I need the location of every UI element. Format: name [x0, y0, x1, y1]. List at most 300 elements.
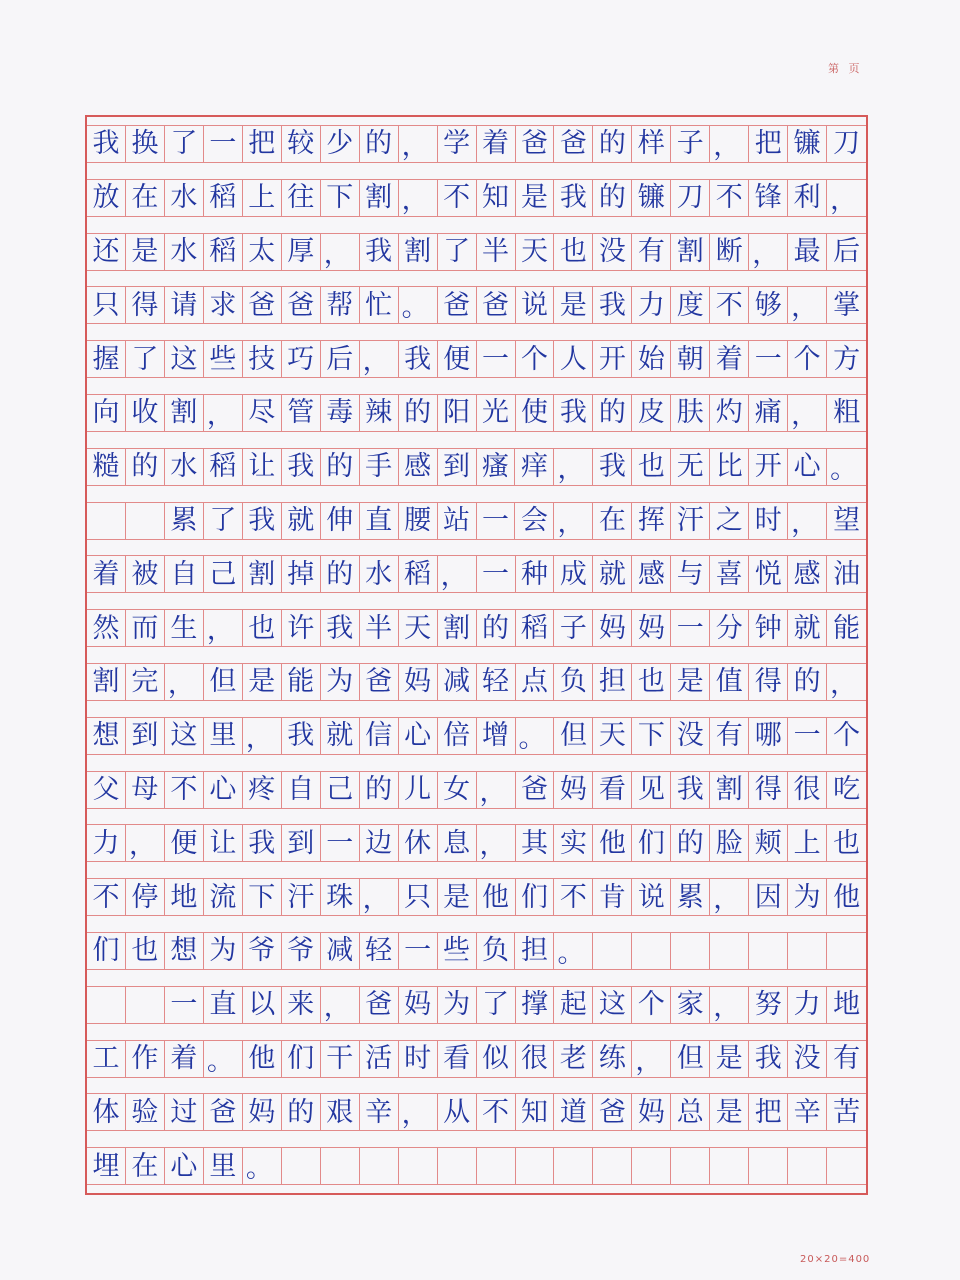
- grid-cell: [749, 933, 788, 969]
- grid-cell: 向: [87, 395, 126, 431]
- grid-cell: 爸: [554, 126, 593, 162]
- grid-cell: 感: [788, 556, 827, 592]
- grid-cell: 的: [360, 772, 399, 808]
- grid-row: [87, 663, 866, 701]
- grid-cell: 不: [710, 180, 749, 216]
- grid-cell: 总: [671, 1094, 710, 1130]
- grid-cell: 妈: [632, 1094, 671, 1130]
- grid-cell: 他: [593, 825, 632, 861]
- grid-cell: 担: [515, 933, 554, 969]
- grid-cell: 着: [710, 341, 749, 377]
- grid-row: [87, 1147, 866, 1185]
- grid-cell: 有: [833, 1043, 861, 1074]
- grid-cell: [632, 1148, 671, 1184]
- grid-cell: 是: [516, 180, 555, 216]
- grid-cell: 肯: [593, 879, 632, 915]
- grid-cell: 被: [126, 556, 165, 592]
- grid-cell: 他: [243, 1041, 282, 1077]
- grid-cell: 艰: [321, 1094, 360, 1130]
- grid-cell: 度: [671, 287, 710, 323]
- grid-cell: 心: [788, 449, 827, 485]
- grid-cell: 没: [593, 234, 632, 270]
- grid-cell: 老: [554, 1041, 593, 1077]
- grid-cell: 水: [165, 449, 204, 485]
- grid-cell: 休: [399, 825, 438, 861]
- grid-cell: 下: [321, 180, 360, 216]
- grid-cell: 。: [554, 933, 593, 969]
- grid-cell: 负: [477, 933, 516, 969]
- grid-cell: 感: [399, 449, 438, 485]
- grid-cell: 努: [749, 987, 788, 1023]
- grid-cell: 到: [126, 718, 165, 754]
- grid-cell: 成: [554, 556, 593, 592]
- grid-cell: 换: [126, 126, 165, 162]
- grid-cell: 过: [165, 1094, 204, 1130]
- grid-cell: 的: [126, 449, 165, 485]
- grid-cell: 一: [477, 556, 516, 592]
- grid-cell: 到: [282, 825, 321, 861]
- grid-cell: [126, 503, 165, 539]
- grid-cell: 厚: [282, 234, 321, 270]
- grid-cell: 不: [554, 879, 593, 915]
- grid-cell: 个: [632, 987, 671, 1023]
- grid-cell: 镰: [632, 180, 671, 216]
- grid-cell: 我: [87, 126, 126, 162]
- grid-cell: 停: [126, 879, 165, 915]
- grid-cell: ，: [438, 556, 477, 592]
- grid-cell: ，: [126, 825, 165, 861]
- grid-cell: 值: [710, 664, 749, 700]
- grid-cell: 不: [477, 1094, 516, 1130]
- grid-cell: 半: [360, 610, 399, 646]
- grid-cell: 毒: [321, 395, 360, 431]
- grid-cell: 我: [321, 610, 360, 646]
- grid-cell: 们: [632, 825, 671, 861]
- grid-cell: 上: [243, 180, 282, 216]
- grid-cell: ，: [204, 395, 243, 431]
- grid-cell: 不: [165, 772, 204, 808]
- grid-cell: 了: [438, 234, 477, 270]
- grid-cell: 妈: [243, 1094, 282, 1130]
- grid-cell: 站: [438, 503, 477, 539]
- page-number: 第 页: [828, 62, 863, 75]
- grid-row: [87, 233, 866, 271]
- grid-cell: 利: [788, 180, 827, 216]
- grid-cell: 这: [593, 987, 632, 1023]
- grid-cell: 不: [87, 879, 126, 915]
- grid-cell: 分: [710, 610, 749, 646]
- grid-cell: ，: [165, 664, 204, 700]
- grid-cell: [788, 1148, 827, 1184]
- grid-cell: 痛: [749, 395, 788, 431]
- grid-cell: 喜: [710, 556, 749, 592]
- grid-cell: 爸: [204, 1094, 243, 1130]
- grid-cell: 手: [360, 449, 399, 485]
- grid-cell: 直: [360, 503, 399, 539]
- grid-cell: 便: [165, 825, 204, 861]
- grid-cell: ，: [788, 503, 827, 539]
- grid-cell: 就: [788, 610, 827, 646]
- grid-cell: 生: [165, 610, 204, 646]
- grid-cell: 就: [593, 556, 632, 592]
- grid-cell: 在: [593, 503, 632, 539]
- grid-cell: 减: [438, 664, 477, 700]
- grid-cell: 天: [593, 718, 632, 754]
- grid-cell: ，: [710, 987, 749, 1023]
- grid-cell: 们: [516, 879, 555, 915]
- grid-cell: 使: [516, 395, 555, 431]
- grid-cell: 上: [788, 825, 827, 861]
- grid-cell: 够: [749, 287, 788, 323]
- grid-cell: 妈: [593, 610, 632, 646]
- grid-cell: 但: [204, 664, 243, 700]
- grid-cell: 爸: [477, 287, 516, 323]
- grid-cell: 阳: [438, 395, 477, 431]
- grid-cell: 水: [360, 556, 399, 592]
- grid-cell: 减: [321, 933, 360, 969]
- grid-cell: 为: [204, 933, 243, 969]
- grid-cell: 稻: [204, 180, 243, 216]
- grid-cell: 很: [516, 1041, 555, 1077]
- grid-cell: 稻: [516, 610, 555, 646]
- grid-cell: 知: [477, 180, 516, 216]
- grid-cell: 我: [749, 1041, 788, 1077]
- grid-cell: ，: [749, 234, 788, 270]
- grid-cell: 少: [321, 126, 360, 162]
- grid-cell: 力: [87, 825, 126, 861]
- grid-cell: 工: [87, 1041, 126, 1077]
- grid-cell: 家: [671, 987, 710, 1023]
- grid-cell: ，: [788, 395, 827, 431]
- grid-cell: 在: [126, 180, 165, 216]
- grid-cell: 有: [632, 234, 671, 270]
- grid-cell: 儿: [399, 772, 438, 808]
- grid-cell: 了: [477, 987, 516, 1023]
- grid-cell: 一: [165, 987, 204, 1023]
- grid-cell: [671, 1148, 710, 1184]
- grid-cell: ，: [243, 718, 282, 754]
- grid-cell: 妈: [554, 772, 593, 808]
- grid-cell: [282, 1148, 321, 1184]
- grid-row: [87, 394, 866, 432]
- grid-cell: 信: [360, 718, 399, 754]
- grid-cell: 感: [632, 556, 671, 592]
- grid-cell: 是: [671, 664, 710, 700]
- grid-cell: 一: [788, 718, 827, 754]
- grid-cell: 往: [282, 180, 321, 216]
- grid-cell: 是: [438, 879, 477, 915]
- grid-cell: [593, 1148, 632, 1184]
- grid-cell: 我: [593, 449, 632, 485]
- grid-cell: 刀: [671, 180, 710, 216]
- grid-cell: 让: [243, 449, 282, 485]
- grid-cell: 太: [243, 234, 282, 270]
- grid-cell: 起: [554, 987, 593, 1023]
- grid-cell: 后: [321, 341, 360, 377]
- grid-cell: [827, 933, 866, 969]
- grid-cell: 脸: [710, 825, 749, 861]
- grid-row: [87, 555, 866, 593]
- grid-cell: 道: [554, 1094, 593, 1130]
- grid-cell: ，: [710, 879, 749, 915]
- grid-cell: ，: [788, 287, 827, 323]
- grid-cell: 还: [87, 234, 126, 270]
- grid-row: [87, 609, 866, 647]
- grid-cell: 力: [632, 287, 671, 323]
- grid-cell: 练: [593, 1041, 632, 1077]
- grid-row: [87, 179, 866, 217]
- grid-cell: 然: [87, 610, 126, 646]
- grid-cell: 增: [477, 718, 516, 754]
- grid-cell: 撑: [516, 987, 555, 1023]
- grid-cell: 爸: [360, 664, 399, 700]
- grid-cell: 便: [438, 341, 477, 377]
- grid-cell: 。: [204, 1041, 243, 1077]
- grid-cell: 了: [204, 503, 243, 539]
- grid-cell: 时: [749, 503, 788, 539]
- grid-cell: 。: [516, 718, 555, 754]
- grid-cell: 爸: [282, 287, 321, 323]
- grid-cell: 半: [477, 234, 516, 270]
- grid-cell: ，: [632, 1041, 671, 1077]
- grid-cell: 妈: [632, 610, 671, 646]
- grid-cell: 学: [438, 126, 477, 162]
- grid-cell: 里: [204, 1148, 243, 1184]
- grid-cell: 。: [399, 287, 438, 323]
- grid-cell: 握: [87, 341, 126, 377]
- grid-cell: 之: [710, 503, 749, 539]
- grid-cell: 会: [515, 503, 554, 539]
- grid-cell: 。: [243, 1148, 282, 1184]
- grid-cell: 为: [788, 879, 827, 915]
- grid-cell: ，: [204, 610, 243, 646]
- grid-cell: 也: [554, 234, 593, 270]
- grid-row: [87, 340, 866, 378]
- grid-cell: [477, 1148, 516, 1184]
- grid-cell: 我: [593, 287, 632, 323]
- grid-cell: 的: [399, 395, 438, 431]
- grid-cell: [632, 933, 671, 969]
- grid-row: [87, 502, 866, 540]
- grid-cell: 轻: [477, 664, 516, 700]
- grid-cell: 挥: [632, 503, 671, 539]
- grid-cell: 一: [477, 503, 516, 539]
- grid-cell: ，: [477, 772, 516, 808]
- grid-cell: 断: [710, 234, 749, 270]
- grid-cell: [516, 1148, 555, 1184]
- grid-cell: 完: [126, 664, 165, 700]
- grid-cell: 稻: [399, 556, 438, 592]
- grid-cell: [788, 933, 827, 969]
- grid-cell: 请: [165, 287, 204, 323]
- grid-row: [87, 448, 866, 486]
- grid-cell: ，: [554, 449, 593, 485]
- grid-cell: 爸: [516, 126, 555, 162]
- grid-cell: 样: [632, 126, 671, 162]
- grid-cell: ，: [554, 503, 593, 539]
- grid-cell: 验: [126, 1094, 165, 1130]
- grid-cell: 自: [165, 556, 204, 592]
- grid-cell: ，: [830, 184, 858, 216]
- grid-cell: 能: [833, 612, 861, 644]
- grid-cell: 割: [165, 395, 204, 431]
- grid-cell: 女: [438, 772, 477, 808]
- grid-cell: 腰: [399, 503, 438, 539]
- grid-cell: 父: [87, 772, 126, 808]
- grid-cell: 割: [399, 234, 438, 270]
- grid-cell: 伸: [321, 503, 360, 539]
- grid-cell: ，: [399, 1094, 438, 1130]
- grid-cell: 自: [282, 772, 321, 808]
- grid-cell: 着: [165, 1041, 204, 1077]
- grid-cell: 在: [126, 1148, 165, 1184]
- grid-cell: ，: [321, 234, 360, 270]
- grid-cell: [710, 1148, 749, 1184]
- grid-cell: 的: [593, 395, 632, 431]
- grid-cell: 着: [477, 126, 516, 162]
- grid-cell: ，: [321, 987, 360, 1023]
- grid-cell: 个: [788, 341, 827, 377]
- grid-cell: 割: [710, 772, 749, 808]
- grid-cell: 他: [833, 881, 861, 913]
- grid-cell: 放: [87, 180, 126, 216]
- grid-cell: 朝: [671, 341, 710, 377]
- grid-cell: 方: [833, 343, 861, 375]
- grid-cell: 心: [204, 772, 243, 808]
- grid-cell: 。: [830, 453, 858, 485]
- grid-cell: 没: [671, 718, 710, 754]
- grid-cell: 干: [321, 1041, 360, 1077]
- grid-cell: 实: [554, 825, 593, 861]
- grid-cell: 哪: [749, 718, 788, 754]
- grid-cell: 是: [710, 1041, 749, 1077]
- grid-cell: 个: [833, 720, 861, 752]
- grid-cell: 把: [749, 126, 788, 162]
- grid-cell: 下: [243, 879, 282, 915]
- grid-cell: 以: [243, 987, 282, 1023]
- grid-cell: 们: [87, 933, 126, 969]
- grid-row: [87, 1093, 866, 1131]
- grid-cell: 们: [282, 1041, 321, 1077]
- grid-cell: 但: [671, 1041, 710, 1077]
- grid-cell: 一: [671, 610, 710, 646]
- grid-cell: 息: [438, 825, 477, 861]
- grid-cell: 这: [165, 718, 204, 754]
- grid-cell: [671, 933, 710, 969]
- grid-cell: 负: [554, 664, 593, 700]
- grid-cell: 他: [477, 879, 516, 915]
- grid-cell: 时: [399, 1041, 438, 1077]
- grid-cell: 心: [399, 718, 438, 754]
- grid-cell: 帮: [321, 287, 360, 323]
- grid-cell: 而: [126, 610, 165, 646]
- grid-cell: 直: [204, 987, 243, 1023]
- grid-cell: 妈: [399, 987, 438, 1023]
- grid-cell: 着: [87, 556, 126, 592]
- grid-cell: [554, 1148, 593, 1184]
- grid-row: [87, 771, 866, 809]
- grid-cell: 说: [632, 879, 671, 915]
- grid-cell: 水: [165, 180, 204, 216]
- grid-cell: ，: [399, 126, 438, 162]
- grid-cell: 天: [399, 610, 438, 646]
- grid-cell: 得: [749, 664, 788, 700]
- grid-cell: 辣: [360, 395, 399, 431]
- grid-cell: 我: [282, 718, 321, 754]
- grid-cell: 开: [593, 341, 632, 377]
- grid-cell: [87, 503, 126, 539]
- grid-cell: 流: [204, 879, 243, 915]
- grid-cell: [321, 1148, 360, 1184]
- grid-cell: 把: [749, 1094, 788, 1130]
- grid-cell: 肤: [671, 395, 710, 431]
- grid-cell: 爸: [360, 987, 399, 1023]
- grid-cell: 尽: [243, 395, 282, 431]
- grid-cell: 光: [477, 395, 516, 431]
- grid-cell: [399, 1148, 438, 1184]
- grid-cell: 是: [710, 1094, 749, 1130]
- grid-cell: 巧: [282, 341, 321, 377]
- grid-cell: 一: [321, 825, 360, 861]
- grid-cell: 种: [516, 556, 555, 592]
- grid-cell: 一: [477, 341, 516, 377]
- grid-cell: 汗: [671, 503, 710, 539]
- grid-cell: 爸: [593, 1094, 632, 1130]
- grid-cell: 看: [438, 1041, 477, 1077]
- grid-cell: 体: [87, 1094, 126, 1130]
- grid-cell: 爸: [243, 287, 282, 323]
- grid-cell: 割: [360, 180, 399, 216]
- grid-cell: 为: [438, 987, 477, 1023]
- grid-cell: 我: [554, 395, 593, 431]
- grid-cell: [360, 1148, 399, 1184]
- grid-cell: 望: [833, 505, 861, 536]
- grid-cell: 瘙: [477, 449, 516, 485]
- grid-cell: 稻: [204, 449, 243, 485]
- grid-cell: 忙: [360, 287, 399, 323]
- grid-cell: 镰: [788, 126, 827, 162]
- grid-cell: 没: [788, 1041, 827, 1077]
- grid-cell: 的: [282, 1094, 321, 1130]
- grid-cell: 来: [282, 987, 321, 1023]
- grid-row: [87, 878, 866, 916]
- grid-cell: 与: [671, 556, 710, 592]
- grid-cell: 苦: [833, 1096, 861, 1128]
- grid-count-label: 20×20=400: [800, 1254, 871, 1265]
- grid-cell: 是: [126, 234, 165, 270]
- grid-cell: 灼: [710, 395, 749, 431]
- grid-cell: 管: [282, 395, 321, 431]
- grid-cell: 想: [87, 718, 126, 754]
- grid-cell: 了: [126, 341, 165, 377]
- grid-cell: 让: [204, 825, 243, 861]
- grid-cell: ，: [360, 341, 399, 377]
- grid-cell: 地: [833, 989, 861, 1021]
- grid-cell: 但: [554, 718, 593, 754]
- grid-cell: 锋: [749, 180, 788, 216]
- grid-cell: 吃: [833, 774, 861, 805]
- grid-cell: 开: [749, 449, 788, 485]
- grid-cell: 割: [438, 610, 477, 646]
- grid-cell: 点: [516, 664, 555, 700]
- grid-cell: 辛: [360, 1094, 399, 1130]
- grid-cell: 些: [438, 933, 477, 969]
- grid-cell: 把: [243, 126, 282, 162]
- grid-cell: 水: [165, 234, 204, 270]
- grid-cell: 颊: [749, 825, 788, 861]
- grid-cell: 求: [204, 287, 243, 323]
- grid-cell: 辛: [788, 1094, 827, 1130]
